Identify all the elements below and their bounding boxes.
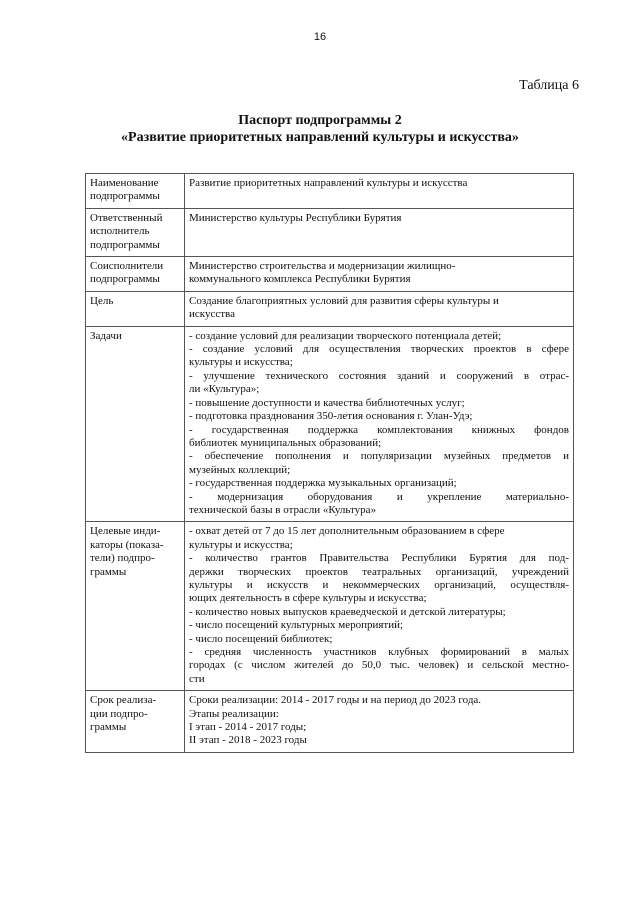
- row-value-line: - средняя численность участников клубных формирований в малых: [189, 646, 569, 658]
- row-value-line: - обеспечение пополнения и популяризации музейных предметов и: [189, 450, 569, 463]
- table-row: [86, 291, 574, 326]
- row-value-line: культуры и искусства;: [189, 538, 293, 551]
- row-value-line: - повышение доступности и качества библиотечных услуг;: [189, 396, 465, 409]
- row-value-line: - количество грантов Правительства Республики Бурятия для под-: [189, 552, 569, 565]
- row-value-line: - число посещений культурных мероприятий;: [189, 619, 404, 632]
- row-label-cell: [86, 208, 185, 256]
- row-value-cell: [185, 522, 574, 691]
- row-label-cell: [86, 326, 185, 522]
- row-value-line: Министерство культуры Республики Бурятия: [189, 211, 402, 224]
- row-value-line: - число посещений библиотек;: [189, 632, 333, 645]
- table-row: [86, 691, 574, 753]
- row-value-line: Развитие приоритетных направлений культуры и искусства: [189, 177, 468, 189]
- row-label-cell: [86, 522, 185, 691]
- row-value-line: искусства: [189, 308, 235, 321]
- row-label-cell: [86, 257, 185, 292]
- row-value-line: - модернизация оборудования и укрепление материально-: [189, 490, 569, 503]
- row-label-cell: [86, 691, 185, 753]
- row-value-line: коммунального комплекса Республики Бурятия: [189, 273, 411, 286]
- row-label-line: исполнитель: [90, 225, 150, 238]
- table-row: [86, 326, 574, 522]
- row-value-cell: [185, 326, 574, 522]
- row-value-line: держки творческих проектов театральных организаций, учреждений: [189, 565, 569, 578]
- row-value-line: культуры и искусств и некоммерческих организаций, осуществля-: [189, 578, 569, 591]
- row-label-line: Наименование: [90, 177, 159, 189]
- row-value-line: - создание условий для осуществления творческих проектов в сфере: [189, 343, 569, 356]
- table-label: Таблица 6: [519, 78, 579, 93]
- row-value-line: - государственная поддержка комплектования книжных фондов: [189, 423, 569, 436]
- row-label-line: подпрограммы: [90, 238, 160, 251]
- row-value-line: технической базы в отрасли «Культура»: [189, 503, 377, 516]
- row-label-line: тели) подпро-: [90, 552, 155, 565]
- row-label-line: Целевые инди-: [90, 525, 161, 538]
- row-label-cell: [86, 291, 185, 326]
- document-title: [0, 112, 640, 146]
- row-value-line: - улучшение технического состояния зданий и сооружений в отрас-: [189, 369, 569, 382]
- row-label-line: Соисполнители: [90, 260, 164, 273]
- row-label-line: Цель: [90, 294, 114, 307]
- title-line-2: «Развитие приоритетных направлений культуры и искусства»: [121, 130, 519, 145]
- row-label-line: Ответственный: [90, 211, 163, 224]
- row-label-line: ции подпро-: [90, 707, 148, 720]
- row-value-cell: [185, 208, 574, 256]
- table-row: [86, 257, 574, 292]
- row-label-line: граммы: [90, 565, 127, 578]
- page-number: 16: [313, 31, 327, 43]
- row-value-line: - подготовка празднования 350-летия основания г. Улан-Удэ;: [189, 410, 473, 423]
- table-row: [86, 208, 574, 256]
- row-value-line: - создание условий для реализации творческого потенциала детей;: [189, 329, 502, 342]
- row-value-line: - государственная поддержка музыкальных организаций;: [189, 477, 457, 490]
- row-label-line: каторы (показа-: [90, 538, 164, 551]
- row-value-line: Этапы реализации:: [189, 707, 279, 720]
- row-value-line: II этап - 2018 - 2023 годы: [189, 734, 307, 747]
- row-value-line: городах (с числом жителей до 50,0 тыс. человек) и сельской местно-: [189, 659, 569, 672]
- row-label-line: подпрограммы: [90, 273, 160, 286]
- row-label-cell: [86, 174, 185, 209]
- row-value-line: Создание благоприятных условий для развития сферы культуры и: [189, 294, 499, 307]
- row-value-line: ли «Культура»;: [189, 383, 260, 396]
- row-value-line: сти: [189, 672, 205, 685]
- row-label-line: граммы: [90, 721, 127, 734]
- row-value-line: библиотек муниципальных образований;: [189, 436, 382, 449]
- row-value-line: - количество новых выпусков краеведческой и детской литературы;: [189, 605, 506, 618]
- row-value-line: ющих деятельность в сфере культуры и искусства;: [189, 592, 427, 605]
- table-row: [86, 522, 574, 691]
- row-value-line: I этап - 2014 - 2017 годы;: [189, 721, 307, 734]
- row-label-line: Задачи: [90, 329, 122, 342]
- table-row: [86, 174, 574, 209]
- passport-table: [85, 173, 574, 753]
- row-value-line: культуры и искусства;: [189, 356, 293, 369]
- title-line-1: Паспорт подпрограммы 2: [238, 113, 402, 128]
- row-label-line: подпрограммы: [90, 190, 160, 203]
- row-value-line: музейных коллекций;: [189, 463, 291, 476]
- row-label-line: Срок реализа-: [90, 694, 157, 707]
- row-value-cell: [185, 257, 574, 292]
- row-value-line: Министерство строительства и модернизации жилищно-: [189, 260, 456, 273]
- row-value-cell: [185, 291, 574, 326]
- row-value-cell: [185, 174, 574, 209]
- row-value-line: - охват детей от 7 до 15 лет дополнительным образованием в сфере: [189, 525, 505, 538]
- row-value-cell: [185, 691, 574, 753]
- row-value-line: Сроки реализации: 2014 - 2017 годы и на период до 2023 года.: [189, 694, 482, 707]
